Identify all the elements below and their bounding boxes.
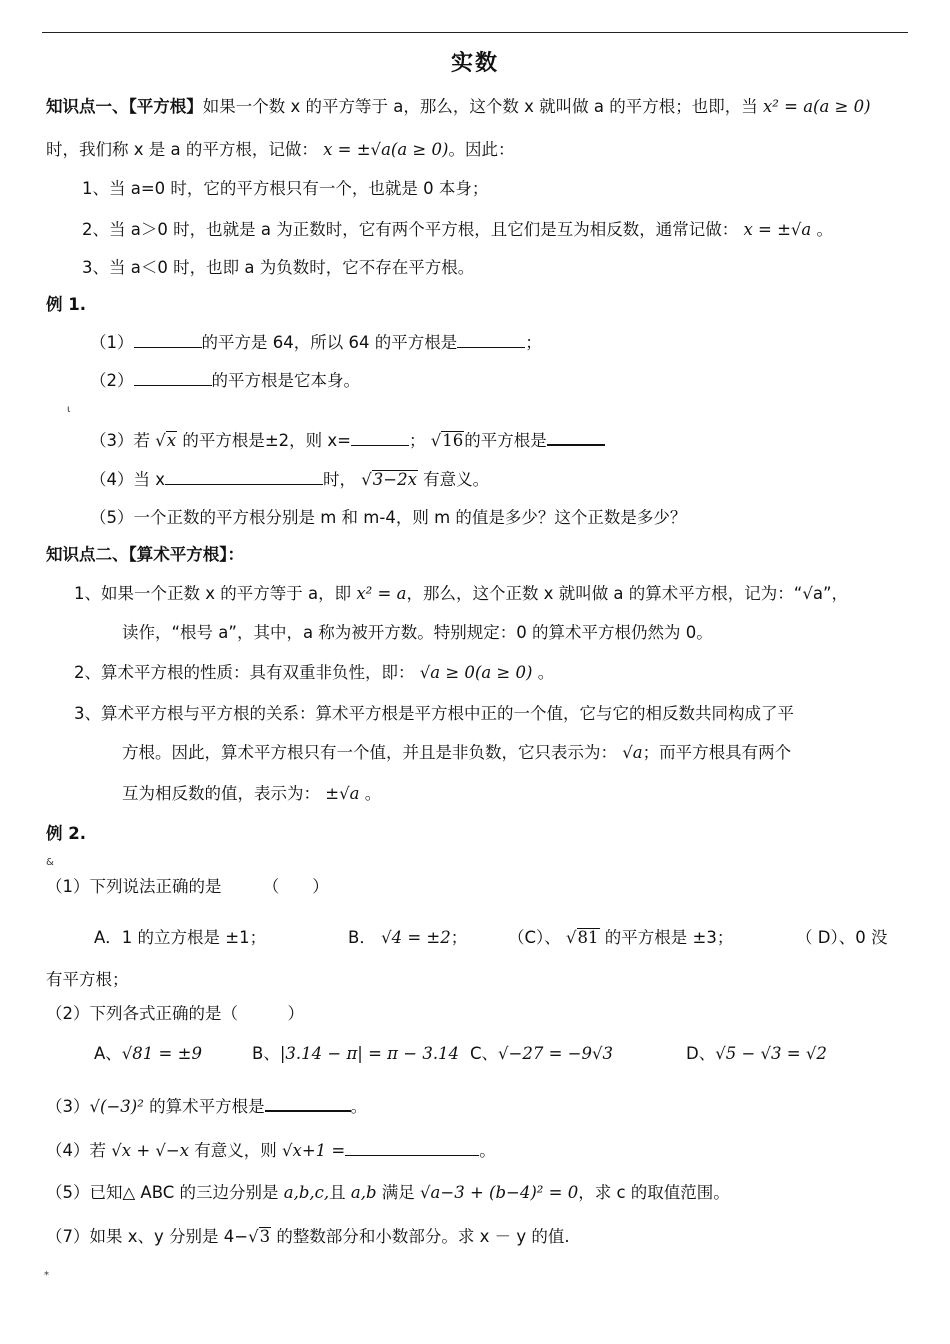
kp2-p3-math: √a (622, 743, 643, 762)
radicand: 81 (577, 928, 599, 947)
answer-blank[interactable] (265, 1094, 351, 1112)
page-title: 实数 (450, 51, 499, 76)
ex1-q3 (90, 428, 605, 452)
kp1-heading: 知识点一、【平方根】 (46, 97, 203, 116)
question-text4: ，求 c 的取值范围。 (578, 1183, 730, 1202)
kp2-p3-end: 。 (364, 784, 382, 803)
ex1-q3-text3: 的平方根是 (464, 431, 547, 450)
ex2-q7 (46, 1226, 570, 1248)
ex1-q1-text: 的平方是 64，所以 64 的平方根是 (201, 333, 458, 352)
kp2-p3-text2: ；而平方根具有两个 (642, 743, 792, 762)
option-end: ； (450, 928, 468, 947)
ex2-q5 (46, 1182, 730, 1204)
example-2-label: 例 2. (46, 824, 86, 843)
ex1-q3-text: （3）若 (90, 431, 150, 450)
radicand: x (166, 431, 177, 450)
kp2-p1-math: x² = a (356, 584, 407, 603)
top-rule (42, 32, 908, 33)
question-math: √(−3)² (89, 1097, 144, 1116)
question-text3: 满足 (381, 1183, 415, 1202)
answer-blank[interactable] (345, 1139, 479, 1156)
ex1-q2-num: （2） (90, 371, 134, 390)
option-label: B． (348, 928, 376, 947)
question-end: 。 (350, 1097, 368, 1116)
question-text2: 有意义，则 (194, 1141, 277, 1160)
ex2-q1-option-c (508, 927, 733, 949)
ex2-q1-option-b (348, 927, 467, 949)
ex2-q2: （2）下列各式正确的是（ ） (46, 1004, 304, 1023)
kp2-p2 (74, 662, 554, 684)
kp1-def-math: x² = a(a ≥ 0) (762, 97, 871, 116)
kp1-line1 (46, 96, 871, 118)
question-text: （5）已知△ ABC 的三边分别是 (46, 1183, 279, 1202)
ex1-q1-end: ； (525, 333, 542, 352)
question-text2: 的整数部分和小数部分。求 x － y 的值. (276, 1227, 570, 1246)
ex2-q1-option-a: A．1 的立方根是 ±1； (94, 928, 267, 947)
stray-mark: & (46, 857, 54, 868)
kp2-p3-text: 方根。因此，算术平方根只有一个值，并且是非负数，它只表示为： (122, 743, 617, 762)
answer-blank[interactable] (547, 428, 605, 446)
stray-mark: ι (67, 404, 71, 415)
kp1-def-text: 如果一个数 x 的平方等于 a，那么，这个数 x 就叫做 a 的平方根；也即，当 (202, 97, 758, 116)
kp2-p1 (74, 583, 848, 605)
question-math3: √a−3 + (b−4)² = 0 (420, 1183, 579, 1202)
option-math: √−27 = −9√3 (498, 1044, 614, 1063)
ex2-q4 (46, 1139, 496, 1162)
question-math2: a,b (350, 1183, 377, 1202)
sqrt-icon: √ (566, 928, 577, 947)
option-label: C、 (470, 1044, 499, 1063)
ex2-q1: （1）下列说法正确的是 （ ） (46, 877, 329, 896)
sqrt-icon: √ (155, 431, 166, 450)
ex1-q1 (90, 331, 542, 354)
ex2-q2-option-d (686, 1043, 827, 1065)
answer-blank[interactable] (134, 369, 212, 386)
option-text: 的平方根是 ±3； (604, 928, 734, 947)
kp1-line2 (46, 139, 514, 161)
ex1-q3-sep: ； (409, 431, 426, 450)
ex1-q4 (90, 468, 489, 491)
example-1-label: 例 1. (46, 295, 86, 314)
kp2-p3-math2: ±√a (325, 784, 360, 803)
kp2-p3: 3、算术平方根与平方根的关系：算术平方根是平方根中正的一个值，它与它的相反数共同构成了平 (74, 704, 794, 723)
option-label: D、 (686, 1044, 716, 1063)
kp2-p1-cont: 读作，“根号 a”，其中，a 称为被开方数。特别规定：0 的算术平方根仍然为 0。 (122, 623, 713, 642)
kp2-p3-text3: 互为相反数的值，表示为： (122, 784, 320, 803)
question-text2: 且 (329, 1183, 346, 1202)
answer-blank[interactable] (165, 468, 323, 485)
question-text: （4）若 (46, 1141, 106, 1160)
option-math: √4 = ±2 (381, 928, 451, 947)
kp2-p1-text2: ，那么，这个正数 x 就叫做 a 的算术平方根，记为：“√a”， (406, 584, 849, 603)
question-text: 的算术平方根是 (149, 1097, 265, 1116)
ex1-q4-text3: 有意义。 (423, 470, 490, 489)
kp1-item-2-text: 2、当 a＞0 时，也就是 a 为正数时，它有两个平方根，且它们是互为相反数，通常记做： (82, 220, 739, 239)
ex2-q1-option-d: （ D）、0 没 (796, 928, 888, 947)
kp2-heading: 知识点二、【算术平方根】： (46, 545, 244, 564)
question-math: √x + √−x (111, 1141, 190, 1160)
ex2-q3 (46, 1094, 367, 1118)
ex1-q2 (90, 369, 360, 392)
answer-blank[interactable] (457, 331, 525, 348)
option-math: √5 − √3 = √2 (715, 1044, 827, 1063)
kp1-notation-math: x = ±√a(a ≥ 0) (323, 140, 449, 159)
option-label: B、 (252, 1044, 280, 1063)
option-label: （C）、 (508, 928, 561, 947)
question-math2: √x+1 = (282, 1141, 346, 1160)
kp2-p3-cont (122, 742, 791, 764)
radicand: 3−2x (372, 470, 417, 489)
ex1-q4-text2: 时， (323, 470, 357, 489)
kp2-p2-end: 。 (537, 663, 555, 682)
ex1-q2-text: 的平方根是它本身。 (211, 371, 360, 390)
answer-blank[interactable] (134, 331, 202, 348)
question-num: （3） (46, 1097, 90, 1116)
radicand: 16 (442, 431, 464, 450)
stray-mark: * (44, 1270, 49, 1281)
ex1-q3-text2: 的平方根是±2，则 x= (182, 431, 351, 450)
sqrt-icon: √ (248, 1227, 259, 1246)
answer-blank[interactable] (351, 429, 409, 446)
ex1-q4-text: （4）当 x (90, 470, 166, 489)
kp2-p1-text: 1、如果一个正数 x 的平方等于 a，即 (74, 584, 352, 603)
question-end: 。 (479, 1141, 496, 1160)
option-label: A、 (94, 1044, 122, 1063)
sqrt-icon: √ (361, 470, 372, 489)
option-math: √81 = ±9 (121, 1044, 202, 1063)
ex2-q1-option-d-cont: 有平方根； (46, 970, 129, 989)
kp1-item-2-end: 。 (816, 220, 833, 239)
kp1-item-2 (82, 219, 833, 241)
option-math: |3.14 − π| = π − 3.14 (279, 1044, 460, 1063)
ex1-q5: （5）一个正数的平方根分别是 m 和 m-4，则 m 的值是多少？这个正数是多少？ (90, 508, 687, 527)
kp1-item-1: 1、当 a=0 时，它的平方根只有一个，也就是 0 本身； (82, 179, 489, 198)
ex1-q1-num: （1） (90, 333, 134, 352)
radicand: 3 (259, 1227, 271, 1246)
kp1-item-2-math: x = ±√a (743, 220, 812, 239)
kp1-item-3: 3、当 a＜0 时，也即 a 为负数时，它不存在平方根。 (82, 258, 475, 277)
sqrt-icon: √ (430, 431, 442, 450)
kp2-p3-cont2 (122, 783, 381, 805)
kp1-therefore: 。因此： (448, 140, 515, 159)
question-text: （7）如果 x、y 分别是 4− (46, 1227, 249, 1246)
ex2-q2-option-b (252, 1043, 459, 1065)
kp2-p2-math: √a ≥ 0(a ≥ 0) (419, 663, 533, 682)
question-math: a,b,c, (283, 1183, 330, 1202)
ex2-q2-option-a (94, 1043, 202, 1065)
kp2-p2-text: 2、算术平方根的性质：具有双重非负性，即： (74, 663, 415, 682)
ex2-q2-option-c (470, 1043, 613, 1065)
kp1-notation-text: 时，我们称 x 是 a 的平方根，记做： (46, 140, 318, 159)
